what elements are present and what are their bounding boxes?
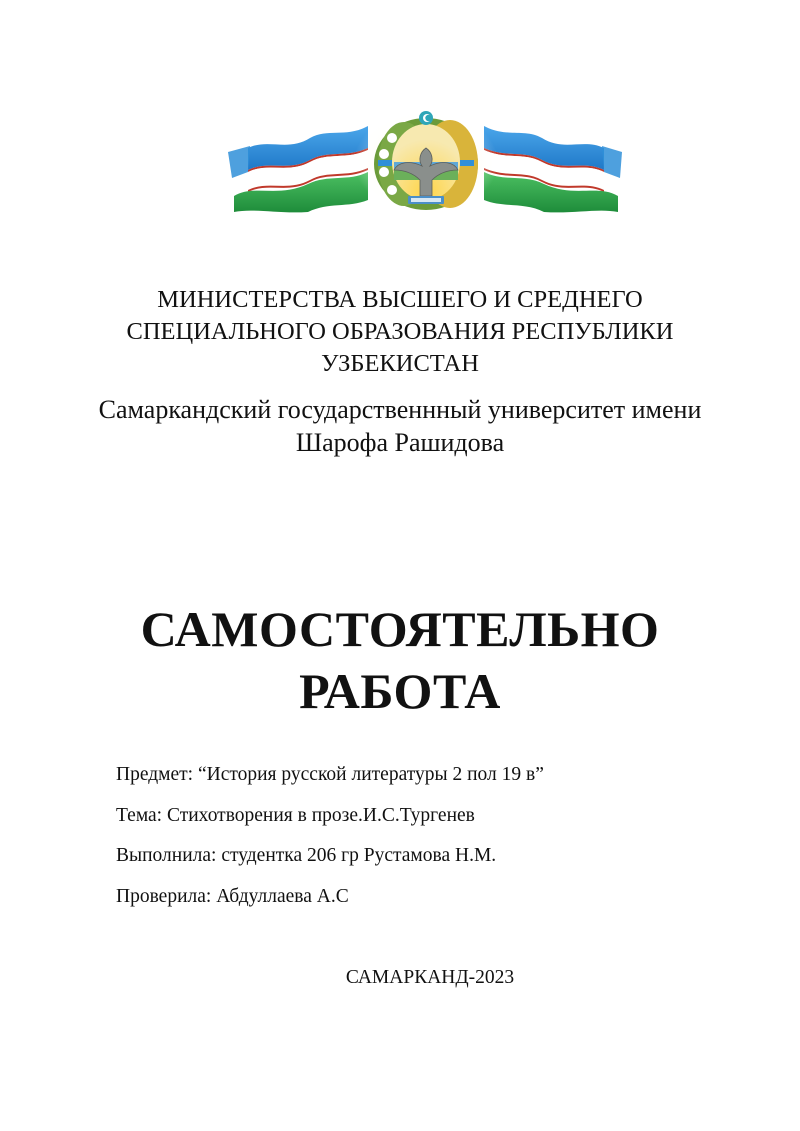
city-year: САМАРКАНД-2023	[345, 967, 515, 988]
work-title	[60, 598, 740, 722]
university-name	[60, 393, 740, 459]
work-title-line-2: РАБОТА	[299, 663, 501, 719]
ministry-heading	[60, 284, 740, 380]
coat-of-arms	[354, 110, 498, 214]
ministry-line-2: СПЕЦИАЛЬНОГО ОБРАЗОВАНИЯ РЕСПУБЛИКИ	[126, 318, 674, 345]
checked-by-line: Проверила: Абдуллаева А.С	[116, 885, 349, 907]
work-title-line-1: САМОСТОЯТЕЛЬНО	[140, 601, 660, 657]
left-flag-wave	[228, 126, 368, 212]
ministry-line-3: УЗБЕКИСТАН	[321, 350, 479, 377]
work-details	[116, 764, 736, 926]
topic-line: Тема: Стихотворения в прозе.И.С.Тургенев	[116, 804, 475, 826]
ministry-line-1: МИНИСТЕРСТВА ВЫСШЕГО И СРЕДНЕГО	[157, 286, 643, 313]
university-line-2: Шарофа Рашидова	[295, 428, 505, 457]
right-flag-wave	[484, 126, 622, 212]
performed-by-line: Выполнила: студентка 206 гр Рустамова Н.М.	[116, 845, 497, 866]
subject-line: Предмет: “История русской литературы 2 пол 19 в”	[116, 764, 544, 785]
uzbekistan-flag-emblem-icon	[228, 108, 624, 214]
university-line-1: Самаркандский государственнный университет имени	[98, 395, 702, 424]
